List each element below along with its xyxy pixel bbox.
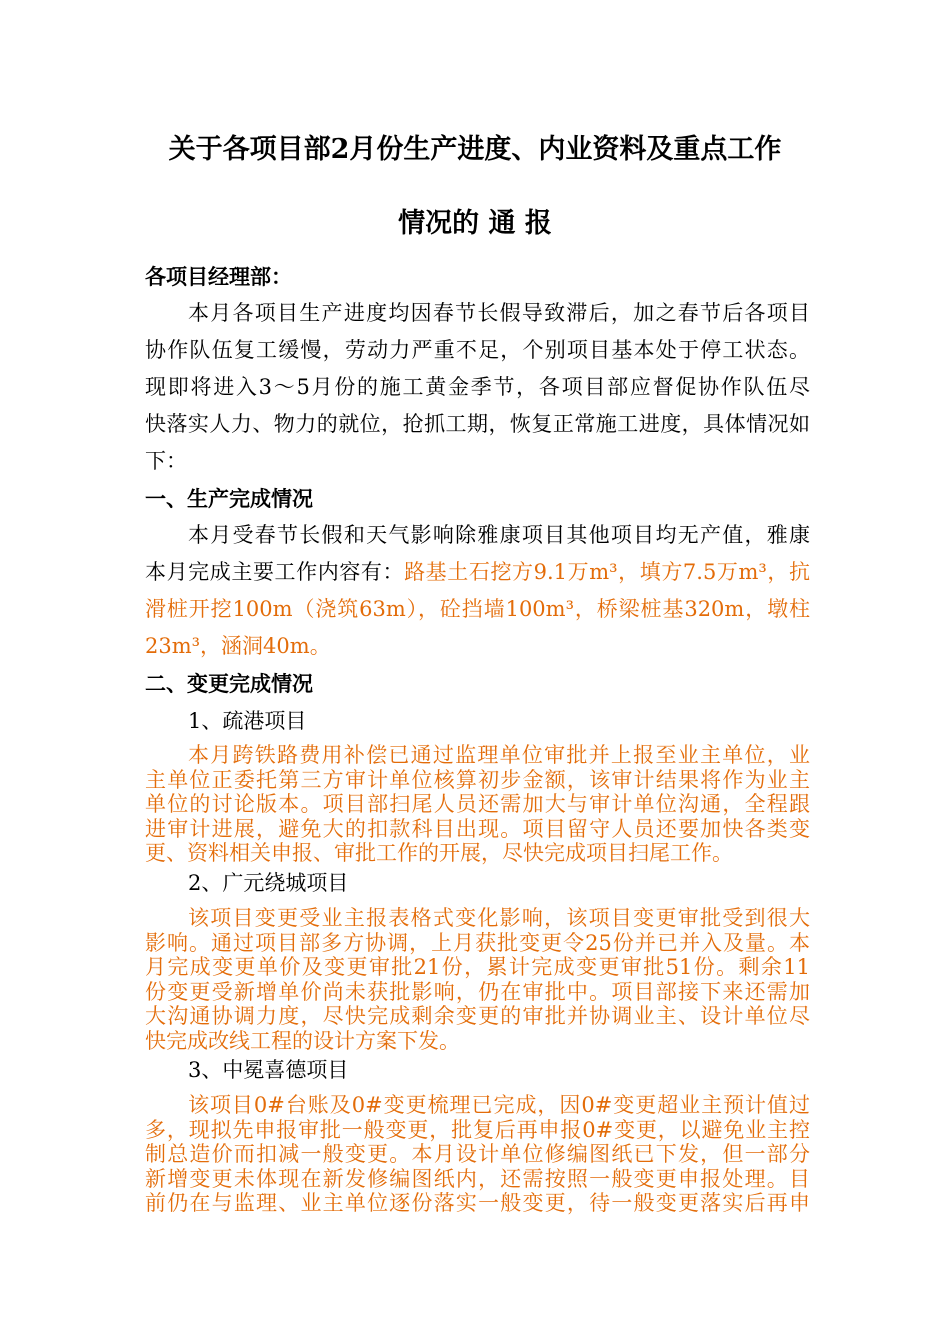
guangyuan-line: 月完成变更单价及变更审批21份，累计完成变更审批51份。剩余11 — [145, 955, 810, 979]
subsection-label-guangyuan: 2、广元绕城项目 — [188, 871, 349, 895]
intro-line: 现即将进入3～5月份的施工黄金季节，各项目部应督促协作队伍尽 — [145, 375, 810, 399]
section-heading-production: 一、生产完成情况 — [145, 486, 313, 511]
guangyuan-line: 快完成改线工程的设计方案下发。 — [145, 1028, 460, 1053]
zhongmian-line: 前仍在与监理、业主单位逐份落实一般变更，待一般变更落实后再申 — [145, 1191, 810, 1215]
zhongmian-line: 多，现拟先申报审批一般变更，批复后再申报0#变更，以避免业主控 — [145, 1117, 810, 1142]
subsection-label-zhongmian: 3、中冕喜德项目 — [188, 1058, 349, 1082]
production-paragraph — [145, 517, 810, 665]
intro-paragraph — [145, 295, 810, 480]
guangyuan-line: 影响。通过项目部多方协调，上月获批变更令25份并已并入及量。本 — [145, 930, 810, 955]
guangyuan-line: 大沟通协调力度，尽快完成剩余变更的审批并协调业主、设计单位尽 — [145, 1004, 810, 1028]
salutation: 各项目经理部： — [145, 264, 292, 289]
intro-line: 下： — [145, 449, 187, 473]
production-line: 滑桩开挖100m（浇筑63m），砼挡墙100m³，桥梁桩基320m，墩柱 — [145, 597, 810, 621]
guangyuan-paragraph — [145, 906, 810, 1053]
production-line — [145, 554, 810, 591]
production-line: 23m³，涵洞40m。 — [145, 634, 331, 658]
zhongmian-paragraph — [145, 1093, 810, 1216]
shugang-line: 本月跨铁路费用补偿已通过监理单位审批并上报至业主单位，业 — [188, 743, 810, 767]
intro-line: 协作队伍复工缓慢，劳动力严重不足，个别项目基本处于停工状态。 — [145, 338, 810, 362]
document-title-line-2: 情况的 通 报 — [398, 208, 552, 239]
guangyuan-line: 该项目变更受业主报表格式变化影响，该项目变更审批受到很大 — [188, 906, 810, 930]
shugang-line: 单位的讨论版本。项目部扫尾人员还需加大与审计单位沟通，全程跟 — [145, 792, 810, 816]
zhongmian-line: 该项目0#台账及0#变更梳理已完成，因0#变更超业主预计值过 — [188, 1093, 810, 1117]
production-line: 本月受春节长假和天气影响除雅康项目其他项目均无产值，雅康 — [188, 523, 810, 547]
zhongmian-line: 新增变更未体现在新发修编图纸内，还需按照一般变更申报处理。目 — [145, 1166, 810, 1191]
subsection-label-shugang: 1、疏港项目 — [188, 709, 307, 733]
guangyuan-line: 份变更受新增单价尚未获批影响，仍在审批中。项目部接下来还需加 — [145, 979, 810, 1004]
intro-line: 本月各项目生产进度均因春节长假导致滞后，加之春节后各项目 — [188, 301, 810, 325]
intro-line: 快落实人力、物力的就位，抢抓工期，恢复正常施工进度，具体情况如 — [145, 412, 810, 436]
production-text: 本月完成主要工作内容有： — [145, 560, 405, 584]
shugang-line: 主单位正委托第三方审计单位核算初步金额，该审计结果将作为业主 — [145, 767, 810, 792]
production-figures: 路基土石挖方9.1万m³，填方7.5万m³，抗 — [404, 560, 810, 584]
shugang-line: 进审计进展，避免大的扣款科目出现。项目留守人员还要加快各类变 — [145, 816, 810, 841]
zhongmian-line: 制总造价而扣减一般变更。本月设计单位修编图纸已下发，但一部分 — [145, 1142, 810, 1166]
shugang-line: 更、资料相关申报、审批工作的开展，尽快完成项目扫尾工作。 — [145, 841, 733, 865]
document-title-line-1: 关于各项目部2月份生产进度、内业资料及重点工作 — [168, 134, 782, 165]
section-heading-changes: 二、变更完成情况 — [145, 671, 313, 696]
shugang-paragraph — [145, 743, 810, 866]
